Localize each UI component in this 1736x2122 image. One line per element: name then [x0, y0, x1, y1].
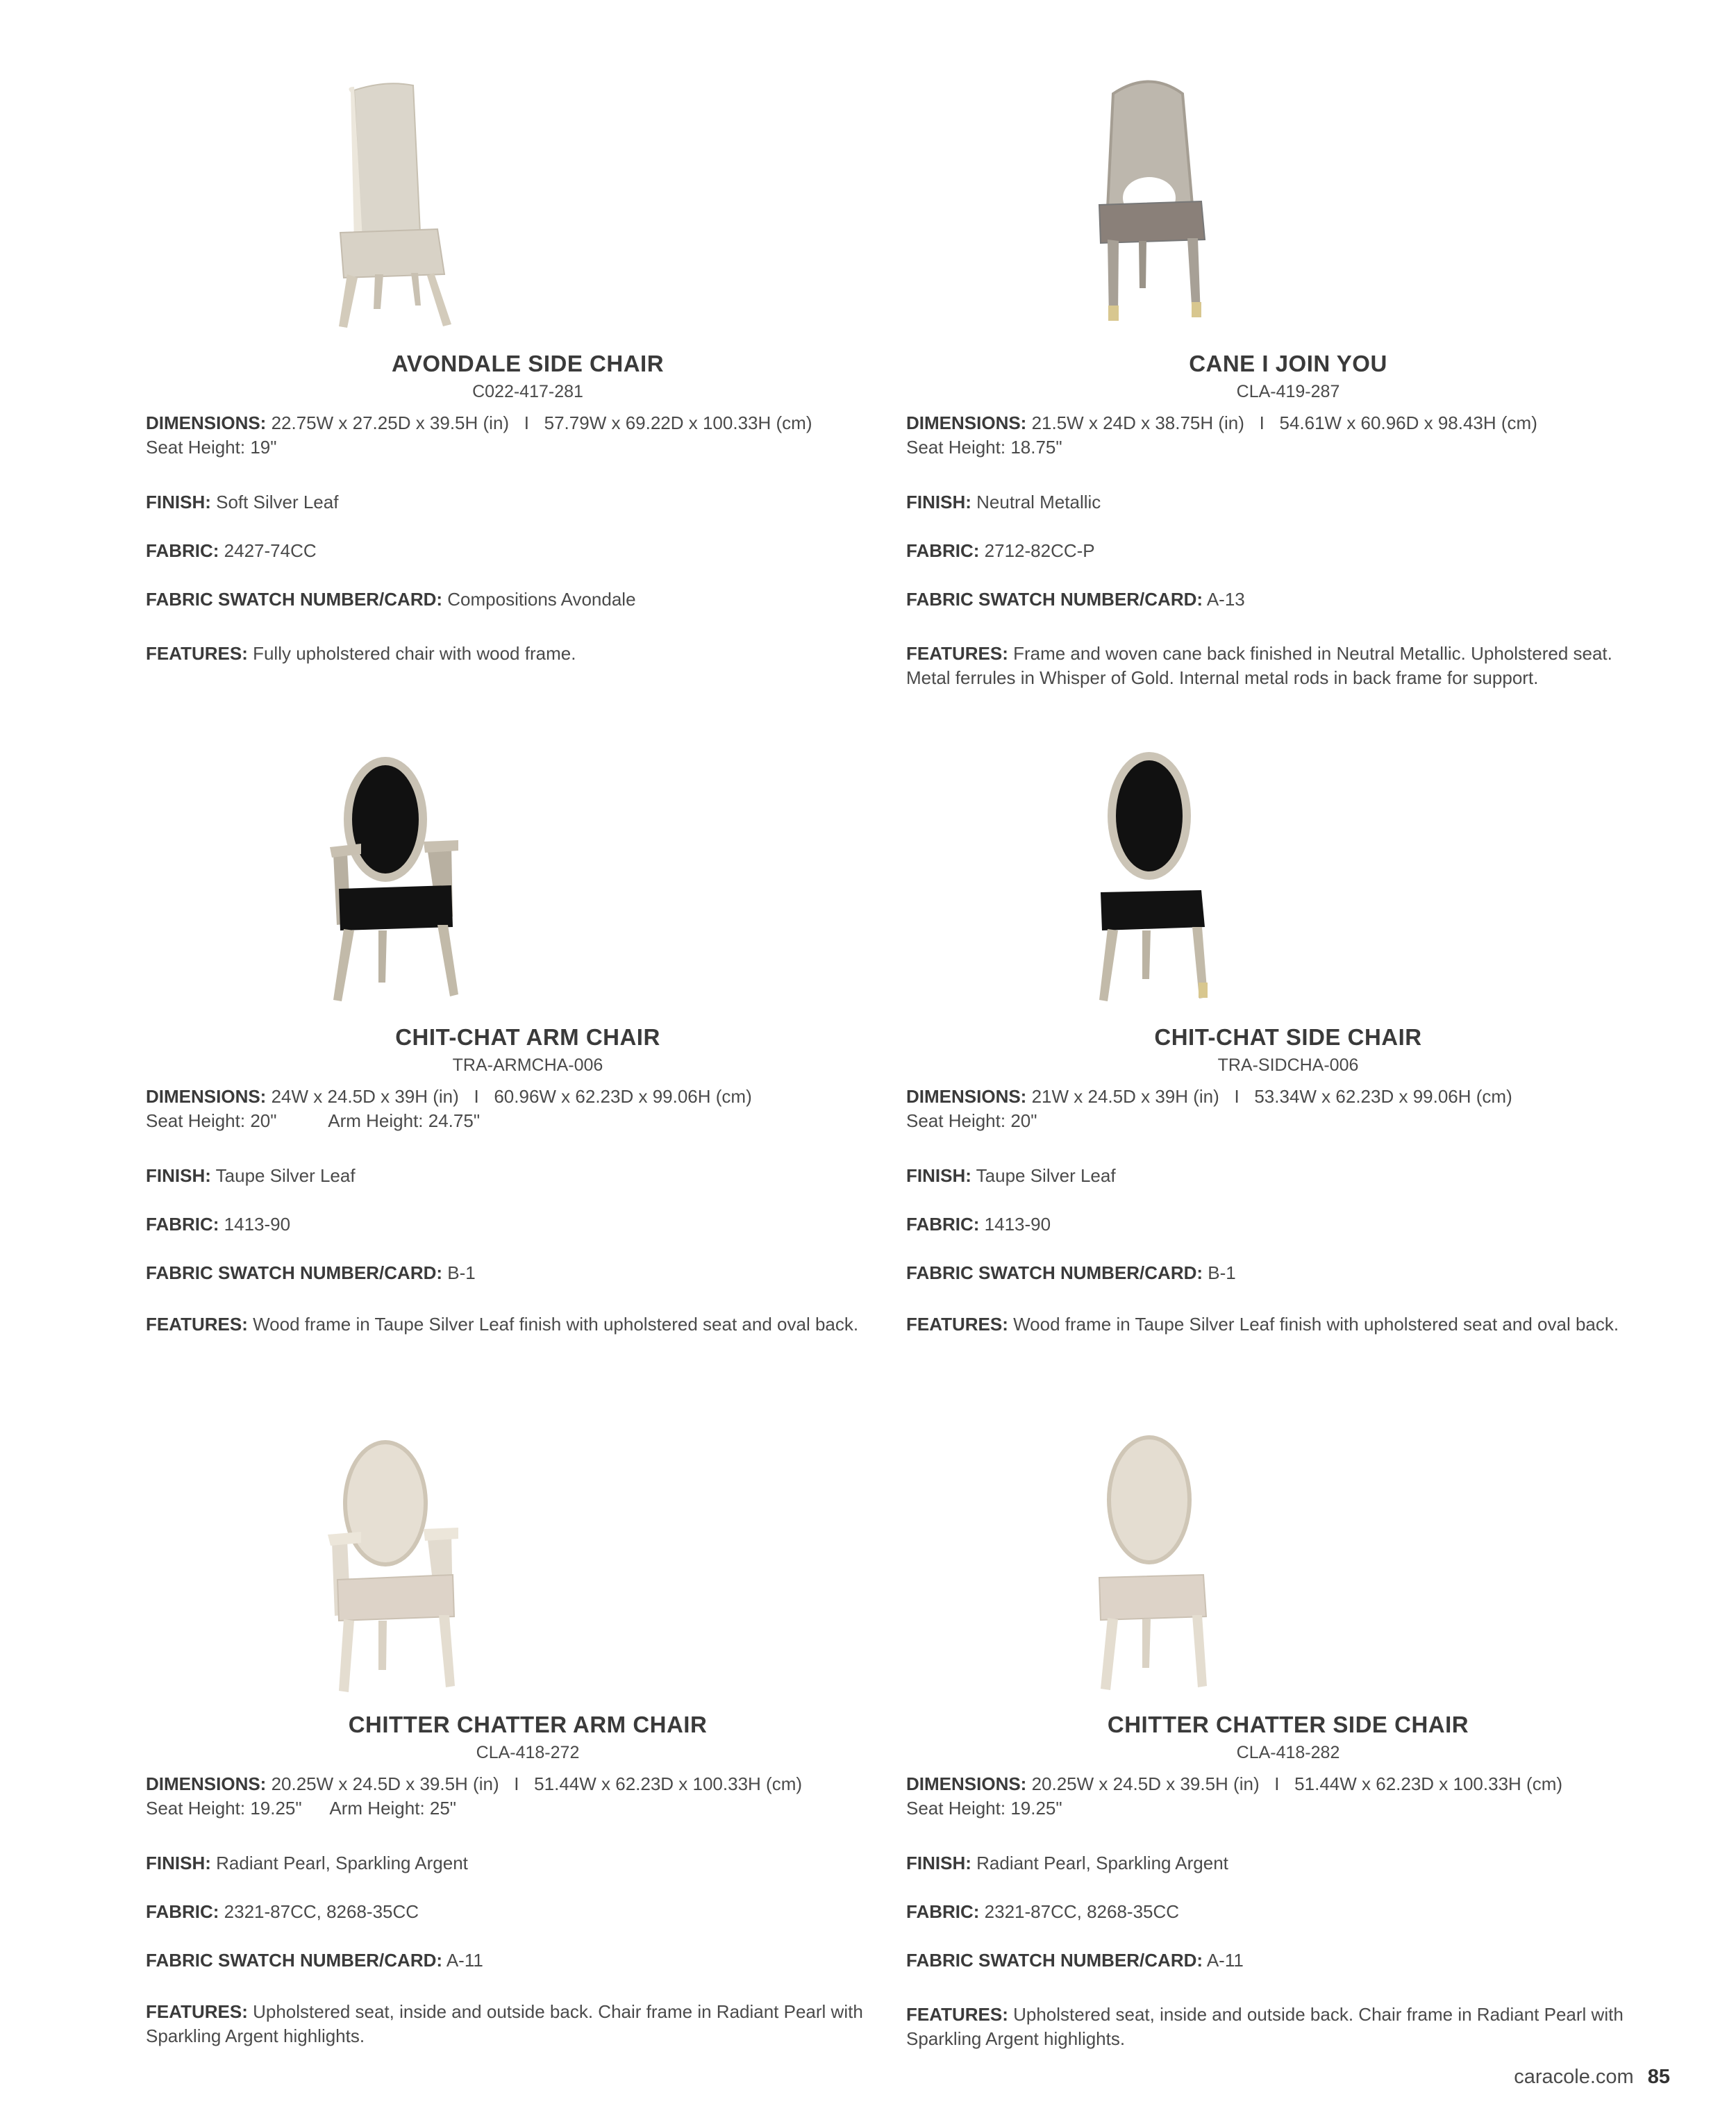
swatch-block [906, 1261, 1642, 1285]
swatch-label: FABRIC SWATCH NUMBER/CARD: [906, 589, 1203, 610]
features-label: FEATURES: [906, 643, 1008, 664]
dimensions-block [146, 1772, 882, 1821]
finish-value: Neutral Metallic [976, 492, 1101, 512]
product-name: CHIT-CHAT SIDE CHAIR [1154, 1024, 1422, 1050]
fabric-label: FABRIC: [146, 540, 219, 561]
features-label: FEATURES: [906, 2004, 1008, 2025]
swatch-block [146, 1948, 882, 1973]
finish-value: Radiant Pearl, Sparkling Argent [216, 1853, 468, 1873]
finish-block [146, 490, 882, 515]
arm-height: Arm Height: 25" [329, 1798, 457, 1819]
fabric-label: FABRIC: [906, 1214, 980, 1235]
swatch-value: B-1 [1208, 1262, 1236, 1283]
features-block [146, 1312, 882, 1337]
seat-height: Seat Height: 19.25" [146, 1798, 302, 1819]
product-sku: TRA-SIDCHA-006 [1217, 1055, 1359, 1075]
dimensions-label: DIMENSIONS: [146, 1773, 267, 1794]
product-sku: CLA-419-287 [1236, 382, 1340, 401]
features-value: Fully upholstered chair with wood frame. [253, 643, 576, 664]
finish-label: FINISH: [146, 492, 211, 512]
product-sku: TRA-ARMCHA-006 [452, 1055, 603, 1075]
finish-label: FINISH: [146, 1853, 211, 1873]
finish-value: Taupe Silver Leaf [976, 1165, 1116, 1186]
fabric-label: FABRIC: [906, 1901, 980, 1922]
page-footer [1514, 2066, 1670, 2089]
fabric-block [906, 1212, 1642, 1237]
product-name: CHIT-CHAT ARM CHAIR [395, 1024, 660, 1050]
features-label: FEATURES: [146, 643, 248, 664]
finish-block [146, 1164, 882, 1188]
dimensions-block [146, 411, 882, 460]
chit-chat-arm-chair-image [250, 743, 528, 1021]
finish-block [906, 1164, 1642, 1188]
dimensions-value: 22.75W x 27.25D x 39.5H (in) I 57.79W x 69.22D x 100.33H (cm) [271, 412, 812, 433]
fabric-label: FABRIC: [906, 540, 980, 561]
features-label: FEATURES: [146, 2001, 248, 2022]
swatch-label: FABRIC SWATCH NUMBER/CARD: [906, 1950, 1203, 1971]
swatch-block [146, 587, 882, 612]
features-value: Upholstered seat, inside and outside back. Chair frame in Radiant Pearl with Sparkling Argent highlights. [906, 2004, 1624, 2049]
features-label: FEATURES: [146, 1314, 248, 1335]
features-block [146, 2000, 882, 2048]
dimensions-label: DIMENSIONS: [906, 1086, 1027, 1107]
fabric-value: 1413-90 [224, 1214, 291, 1235]
swatch-value: A-11 [1206, 1950, 1244, 1971]
product-name: CHITTER CHATTER SIDE CHAIR [1107, 1712, 1469, 1737]
dimensions-label: DIMENSIONS: [906, 412, 1027, 433]
finish-block [146, 1851, 882, 1875]
seat-height: Seat Height: 18.75" [906, 437, 1062, 458]
fabric-label: FABRIC: [146, 1214, 219, 1235]
finish-value: Radiant Pearl, Sparkling Argent [976, 1853, 1228, 1873]
dimensions-label: DIMENSIONS: [906, 1773, 1027, 1794]
dimensions-block [906, 1085, 1642, 1133]
chitter-chatter-side-chair-image [1010, 1430, 1288, 1708]
page-number: 85 [1647, 2066, 1670, 2088]
swatch-block [906, 587, 1642, 612]
features-block [906, 1312, 1642, 1337]
finish-value: Taupe Silver Leaf [215, 1165, 356, 1186]
features-value: Upholstered seat, inside and outside back. Chair frame in Radiant Pearl with Sparkling Argent highlights. [146, 2001, 863, 2046]
finish-label: FINISH: [146, 1165, 211, 1186]
fabric-block [146, 1212, 882, 1237]
dimensions-label: DIMENSIONS: [146, 412, 267, 433]
seat-height: Seat Height: 20" [906, 1110, 1037, 1131]
cane-i-join-you-image [1010, 66, 1288, 344]
dimensions-block [146, 1085, 882, 1133]
dimensions-value: 21.5W x 24D x 38.75H (in) I 54.61W x 60.96D x 98.43H (cm) [1031, 412, 1537, 433]
arm-height: Arm Height: 24.75" [328, 1110, 481, 1131]
finish-label: FINISH: [906, 1853, 971, 1873]
features-block [906, 2003, 1642, 2051]
fabric-value: 2712-82CC-P [984, 540, 1095, 561]
dimensions-value: 21W x 24.5D x 39H (in) I 53.34W x 62.23D x 99.06H (cm) [1031, 1086, 1512, 1107]
features-block [146, 642, 882, 666]
seat-height: Seat Height: 19" [146, 437, 277, 458]
dimensions-label: DIMENSIONS: [146, 1086, 267, 1107]
fabric-block [906, 539, 1642, 563]
fabric-value: 2321-87CC, 8268-35CC [984, 1901, 1180, 1922]
fabric-label: FABRIC: [146, 1901, 219, 1922]
product-name: CHITTER CHATTER ARM CHAIR [348, 1712, 708, 1737]
fabric-value: 2427-74CC [224, 540, 317, 561]
finish-block [906, 1851, 1642, 1875]
product-name: AVONDALE SIDE CHAIR [391, 351, 665, 376]
product-sku: CLA-418-272 [476, 1743, 580, 1762]
seat-height: Seat Height: 19.25" [906, 1798, 1062, 1819]
seat-height: Seat Height: 20" [146, 1110, 277, 1131]
fabric-block [906, 1900, 1642, 1924]
finish-label: FINISH: [906, 1165, 971, 1186]
dimensions-block [906, 411, 1642, 460]
swatch-value: Compositions Avondale [447, 589, 636, 610]
swatch-value: B-1 [447, 1262, 476, 1283]
swatch-label: FABRIC SWATCH NUMBER/CARD: [146, 1262, 443, 1283]
site-link[interactable]: caracole.com [1514, 2066, 1634, 2088]
finish-block [906, 490, 1642, 515]
chitter-chatter-arm-chair-image [250, 1430, 528, 1708]
features-label: FEATURES: [906, 1314, 1008, 1335]
fabric-block [146, 539, 882, 563]
fabric-value: 1413-90 [984, 1214, 1051, 1235]
finish-value: Soft Silver Leaf [216, 492, 339, 512]
swatch-block [146, 1261, 882, 1285]
swatch-value: A-13 [1206, 589, 1245, 610]
dimensions-value: 24W x 24.5D x 39H (in) I 60.96W x 62.23D x 99.06H (cm) [271, 1086, 752, 1107]
swatch-label: FABRIC SWATCH NUMBER/CARD: [906, 1262, 1203, 1283]
chit-chat-side-chair-image [1010, 743, 1288, 1021]
fabric-value: 2321-87CC, 8268-35CC [224, 1901, 419, 1922]
swatch-label: FABRIC SWATCH NUMBER/CARD: [146, 1950, 443, 1971]
swatch-value: A-11 [446, 1950, 483, 1971]
finish-label: FINISH: [906, 492, 971, 512]
dimensions-value: 20.25W x 24.5D x 39.5H (in) I 51.44W x 62.23D x 100.33H (cm) [271, 1773, 803, 1794]
dimensions-value: 20.25W x 24.5D x 39.5H (in) I 51.44W x 62.23D x 100.33H (cm) [1031, 1773, 1563, 1794]
product-sku: CLA-418-282 [1236, 1743, 1340, 1762]
dimensions-block [906, 1772, 1642, 1821]
product-name: CANE I JOIN YOU [1189, 351, 1387, 376]
features-value: Frame and woven cane back finished in Neutral Metallic. Upholstered seat. Metal ferrules in Whisper of Gold. Internal metal rods in back frame for support. [906, 643, 1612, 688]
fabric-block [146, 1900, 882, 1924]
features-value: Wood frame in Taupe Silver Leaf finish with upholstered seat and oval back. [253, 1314, 859, 1335]
product-sku: C022-417-281 [472, 382, 583, 401]
swatch-label: FABRIC SWATCH NUMBER/CARD: [146, 589, 443, 610]
swatch-block [906, 1948, 1642, 1973]
features-value: Wood frame in Taupe Silver Leaf finish with upholstered seat and oval back. [1013, 1314, 1619, 1335]
features-block [906, 642, 1642, 690]
avondale-side-chair-image [250, 66, 528, 344]
